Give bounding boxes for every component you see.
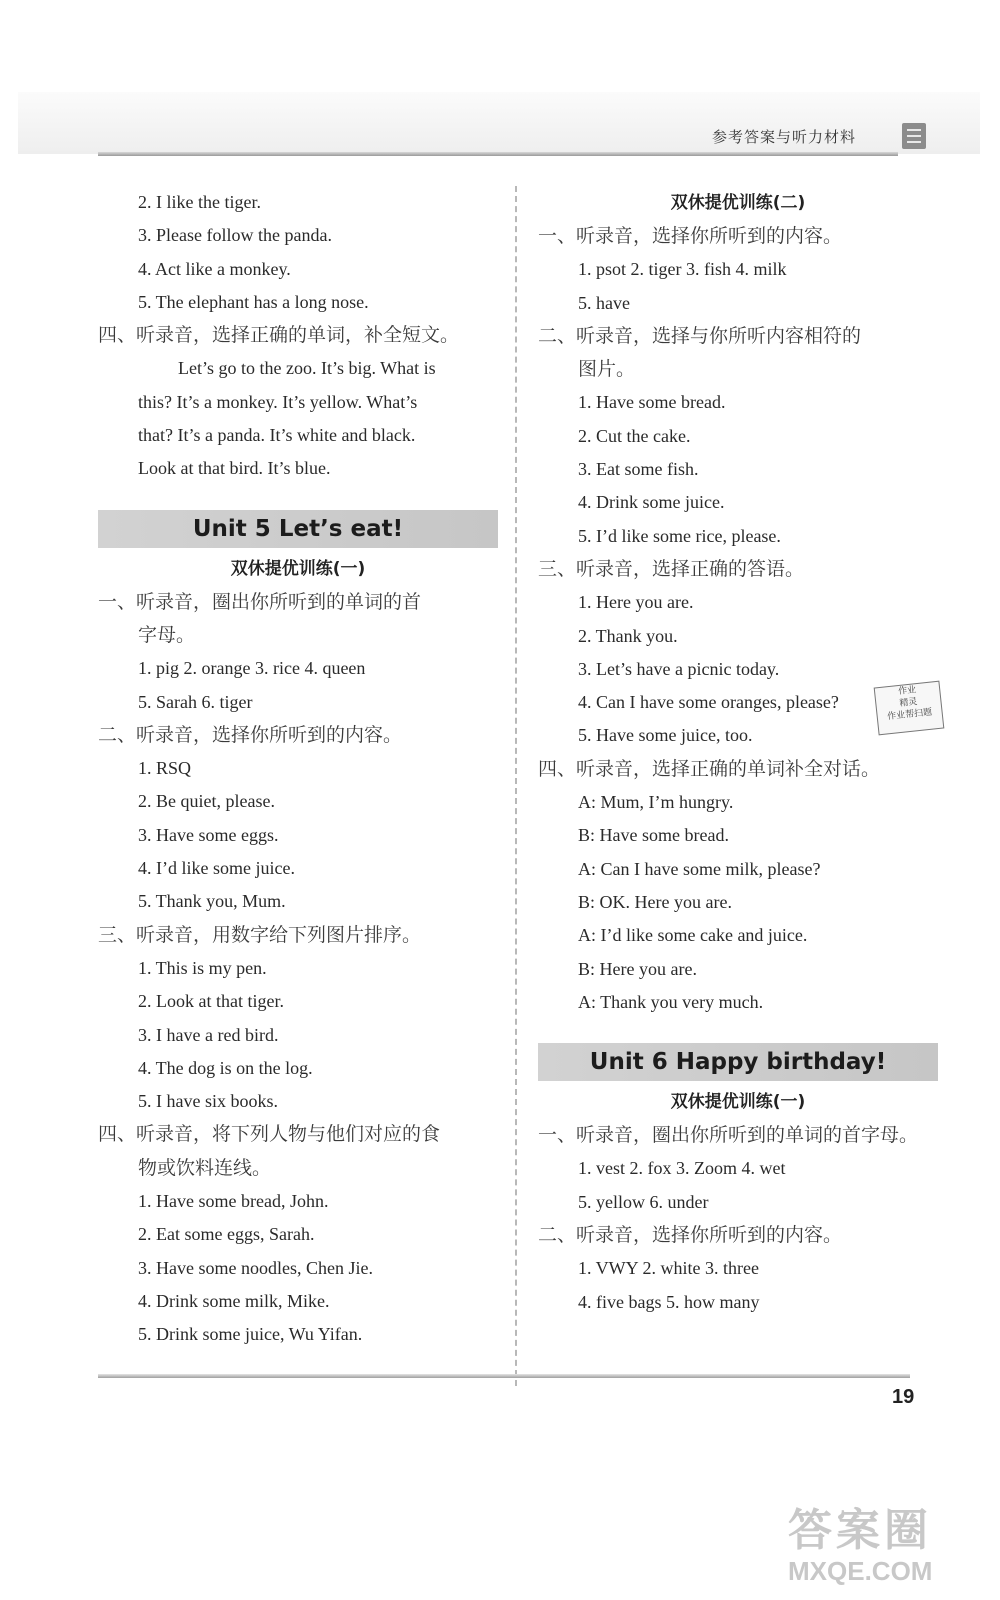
paragraph-line: Look at that bird. It’s blue. <box>138 458 331 479</box>
list-item: 1. Have some bread. <box>578 392 726 413</box>
list-item: 1. RSQ <box>138 758 192 779</box>
section-heading: 一、听录音，圈出你所听到的单词的首字母。 <box>538 1124 919 1147</box>
list-item: 2. Be quiet, please. <box>138 791 275 812</box>
list-item: 1. VWY 2. white 3. three <box>578 1258 759 1279</box>
dialogue-line: A: Mum, I’m hungry. <box>578 792 734 813</box>
drill-title: 双休提优训练(二) <box>670 193 806 213</box>
section-heading: 图片。 <box>578 358 636 381</box>
list-item: 1. pig 2. orange 3. rice 4. queen <box>138 658 366 679</box>
list-item: 1. Here you are. <box>578 592 694 613</box>
list-item: 4. Act like a monkey. <box>138 258 291 279</box>
section-heading: 三、听录音，选择正确的答语。 <box>538 557 805 580</box>
paragraph-line: that? It’s a panda. It’s white and black. <box>138 425 416 446</box>
list-item: 5. Thank you, Mum. <box>138 891 286 912</box>
drill-title: 双休提优训练(一) <box>670 1092 806 1113</box>
header-rule <box>98 152 898 156</box>
section-heading: 一、听录音，圈出你所听到的单词的首 <box>98 590 422 613</box>
list-item: 3. Have some noodles, Chen Jie. <box>138 1257 373 1278</box>
list-item: 5. have <box>578 292 630 313</box>
unit-banner: Unit 5 Let’s eat! <box>98 510 498 548</box>
dialogue-line: A: Can I have some milk, please? <box>578 858 821 879</box>
section-heading: 三、听录音，用数字给下列图片排序。 <box>98 923 422 946</box>
left-column <box>98 186 498 1352</box>
section-heading: 字母。 <box>138 623 196 646</box>
list-item: 5. yellow 6. under <box>578 1191 709 1212</box>
drill-title: 双休提优训练(一) <box>230 558 366 579</box>
section-heading: 二、听录音，选择你所听到的内容。 <box>98 723 403 746</box>
list-item: 1. psot 2. tiger 3. fish 4. milk <box>578 259 787 280</box>
list-item: 3. Eat some fish. <box>578 459 699 480</box>
list-item: 5. I have six books. <box>138 1091 278 1112</box>
dialogue-line: B: Have some bread. <box>578 825 729 846</box>
list-item: 1. Have some bread, John. <box>138 1191 329 1212</box>
list-item: 1. This is my pen. <box>138 957 267 978</box>
stamp-line: 作业帮扫题 <box>886 707 933 723</box>
dialogue-line: A: I’d like some cake and juice. <box>578 925 808 946</box>
list-item: 3. Please follow the panda. <box>138 225 332 246</box>
dialogue-line: B: Here you are. <box>578 958 697 979</box>
footer-rule <box>98 1374 910 1378</box>
list-item: 5. Drink some juice, Wu Yifan. <box>138 1324 363 1345</box>
section-heading: 四、听录音，选择正确的单词补全对话。 <box>538 757 881 780</box>
stamp-line: 作业 <box>897 685 917 698</box>
list-item: 4. I’d like some juice. <box>138 858 295 879</box>
list-item: 4. five bags 5. how many <box>578 1291 760 1312</box>
list-item: 3. Let’s have a picnic today. <box>578 658 780 679</box>
right-column <box>538 186 938 1319</box>
list-item: 2. I like the tiger. <box>138 192 261 212</box>
list-item: 4. Can I have some oranges, please? <box>578 692 839 713</box>
book-icon <box>902 123 926 149</box>
watermark-logo <box>788 1506 988 1596</box>
paragraph-line: this? It’s a monkey. It’s yellow. What’s <box>138 391 418 412</box>
unit-banner: Unit 6 Happy birthday! <box>538 1043 938 1081</box>
list-item: 3. Have some eggs. <box>138 824 279 845</box>
section-heading: 二、听录音，选择你所听到的内容。 <box>538 1224 843 1247</box>
list-item: 2. Thank you. <box>578 625 678 646</box>
dialogue-line: A: Thank you very much. <box>578 991 764 1012</box>
section-heading: 四、听录音，选择正确的单词，补全短文。 <box>98 324 460 347</box>
stamp-line: 精灵 <box>898 697 918 709</box>
list-item: 5. Sarah 6. tiger <box>138 691 253 712</box>
page-number: 19 <box>892 1386 915 1408</box>
paragraph-line: Let’s go to the zoo. It’s big. What is <box>178 358 436 379</box>
list-item: 2. Eat some eggs, Sarah. <box>138 1224 315 1245</box>
section-heading: 二、听录音，选择与你所听内容相符的 <box>538 324 862 347</box>
list-item: 2. Look at that tiger. <box>138 991 284 1012</box>
watermark-url: MXQE.COM <box>788 1556 933 1586</box>
list-item: 4. Drink some juice. <box>578 492 725 513</box>
homework-stamp <box>874 681 945 736</box>
list-item: 1. vest 2. fox 3. Zoom 4. wet <box>578 1158 786 1179</box>
list-item: 4. Drink some milk, Mike. <box>138 1290 330 1311</box>
section-heading: 物或饮料连线。 <box>138 1156 272 1179</box>
list-item: 5. Have some juice, too. <box>578 725 753 746</box>
dialogue-line: B: OK. Here you are. <box>578 891 732 912</box>
list-item: 2. Cut the cake. <box>578 425 691 446</box>
section-heading: 四、听录音，将下列人物与他们对应的食 <box>98 1123 441 1146</box>
column-divider <box>515 186 517 1386</box>
watermark-text: 答案圈 <box>788 1506 932 1555</box>
list-item: 4. The dog is on the log. <box>138 1057 313 1078</box>
list-item: 5. The elephant has a long nose. <box>138 291 369 312</box>
list-item: 3. I have a red bird. <box>138 1024 279 1045</box>
list-item: 5. I’d like some rice, please. <box>578 525 781 546</box>
header-title: 参考答案与听力材料 <box>712 128 857 146</box>
section-heading: 一、听录音，选择你所听到的内容。 <box>538 225 843 247</box>
